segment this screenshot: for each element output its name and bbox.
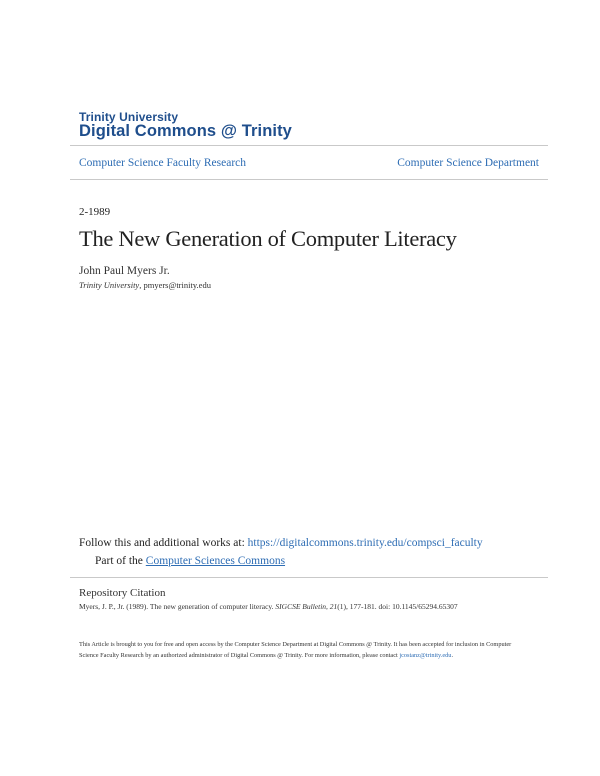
author-email: , pmyers@trinity.edu (139, 280, 211, 290)
access-notice (79, 640, 524, 661)
author-affiliation (79, 280, 211, 290)
department-link[interactable]: Computer Science Department (397, 157, 539, 169)
divider-top (70, 145, 548, 146)
citation-journal: SIGCSE Bulletin, 21 (275, 602, 338, 611)
citation-pre: Myers, J. P., Jr. (1989). The new generation of computer literacy. (79, 602, 276, 611)
part-of-prefix: Part of the (95, 555, 146, 567)
part-of-line (95, 555, 285, 567)
affiliation-name: Trinity University (79, 280, 140, 290)
institution-name[interactable]: Trinity University (79, 110, 179, 124)
notice-end: . (451, 651, 454, 659)
faculty-research-link[interactable]: Computer Science Faculty Research (79, 157, 247, 169)
divider-citation (70, 577, 548, 578)
collection-url-link[interactable]: https://digitalcommons.trinity.edu/compsci_faculty (247, 537, 483, 549)
follow-line (79, 537, 483, 549)
follow-prefix: Follow this and additional works at: (79, 537, 248, 549)
citation-post: (1), 177-181. doi: 10.1145/65294.65307 (337, 602, 458, 611)
author-name: John Paul Myers Jr. (79, 265, 170, 277)
repository-name[interactable]: Digital Commons @ Trinity (79, 122, 292, 140)
divider-nav (70, 179, 548, 180)
notice-text: This Article is brought to you for free and open access by the Computer Science Department at Digital Commons @ Trinity. It has been accepted for inclusion in Computer Science Faculty Research by an authorized administrator of Digital Commons @ Trinity. For more information, please contact (79, 641, 512, 659)
article-title: The New Generation of Computer Literacy (79, 226, 457, 251)
publication-date: 2-1989 (79, 206, 111, 218)
citation-text (79, 602, 458, 611)
computer-sciences-commons-link[interactable]: Computer Sciences Commons (145, 555, 286, 567)
contact-email-link[interactable]: jcostanz@trinity.edu (399, 651, 452, 659)
citation-heading: Repository Citation (79, 587, 166, 599)
